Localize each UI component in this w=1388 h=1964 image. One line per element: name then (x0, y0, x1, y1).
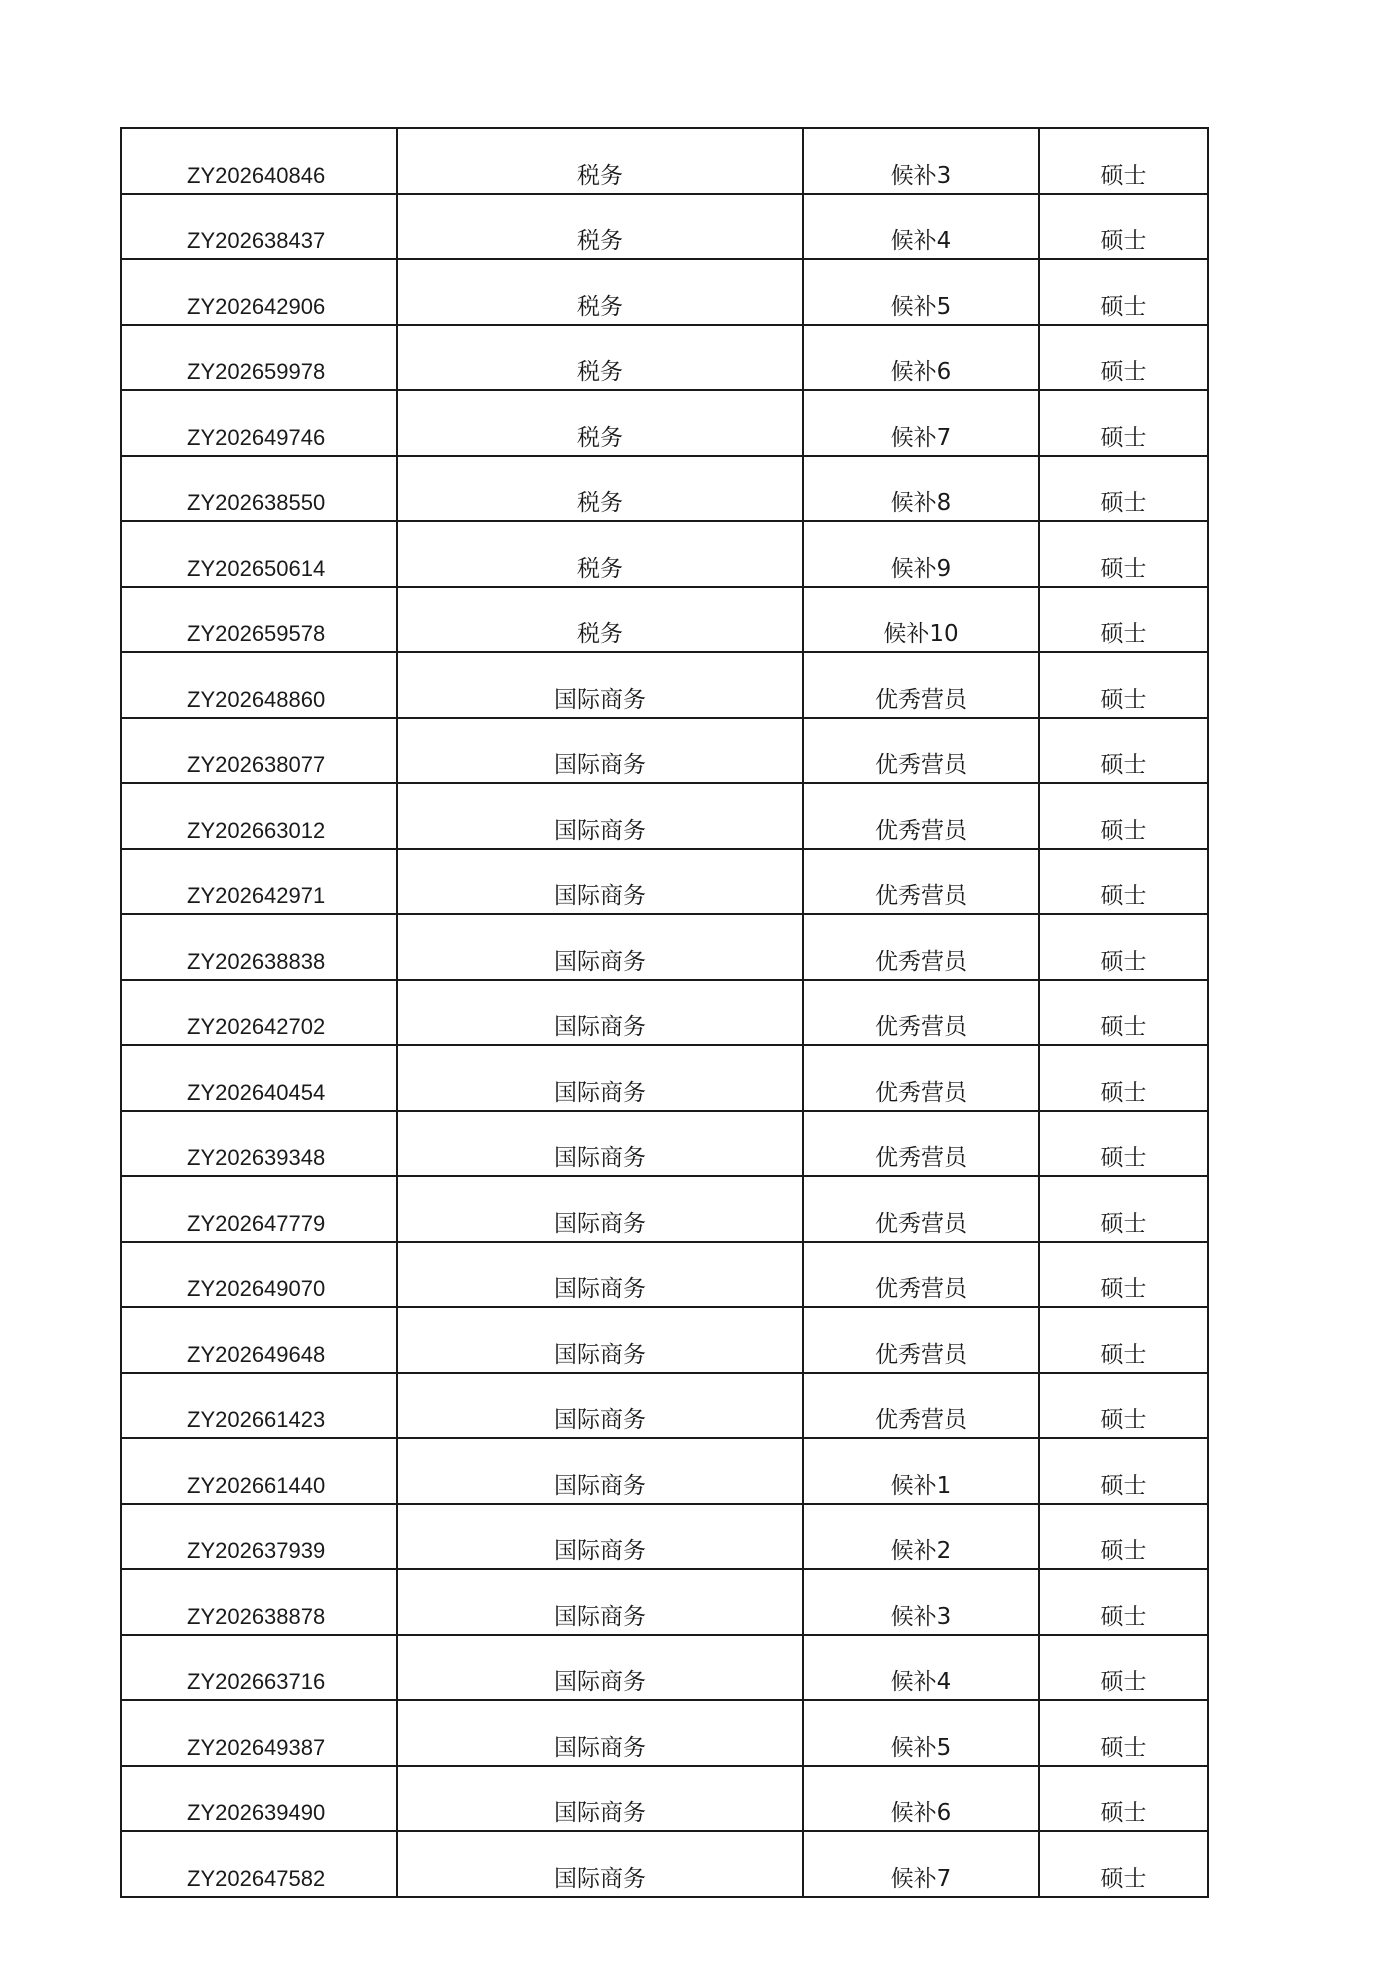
table-row (121, 914, 1208, 980)
major-cell: 税务 (397, 194, 803, 260)
applicant-id-cell: ZY202649648 (121, 1307, 397, 1373)
status-cell: 优秀营员 (803, 718, 1039, 784)
applicant-id-cell: ZY202638878 (121, 1569, 397, 1635)
status-cell: 候补9 (803, 521, 1039, 587)
applicant-id-cell: ZY202647582 (121, 1831, 397, 1897)
applicant-table-body (121, 128, 1208, 1897)
major-cell: 国际商务 (397, 1242, 803, 1308)
applicant-id-cell: ZY202637939 (121, 1504, 397, 1570)
major-cell: 国际商务 (397, 1831, 803, 1897)
table-row (121, 390, 1208, 456)
applicant-id-cell: ZY202638838 (121, 914, 397, 980)
status-cell: 候补4 (803, 194, 1039, 260)
table-row (121, 521, 1208, 587)
status-cell: 优秀营员 (803, 1176, 1039, 1242)
applicant-id-cell: ZY202638550 (121, 456, 397, 522)
degree-cell: 硕士 (1039, 1700, 1208, 1766)
degree-cell: 硕士 (1039, 718, 1208, 784)
table-row (121, 783, 1208, 849)
status-cell: 候补1 (803, 1438, 1039, 1504)
applicant-id-cell: ZY202648860 (121, 652, 397, 718)
status-cell: 优秀营员 (803, 849, 1039, 915)
major-cell: 国际商务 (397, 1307, 803, 1373)
table-row (121, 718, 1208, 784)
status-cell: 候补3 (803, 1569, 1039, 1635)
status-cell: 候补8 (803, 456, 1039, 522)
applicant-id-cell: ZY202639348 (121, 1111, 397, 1177)
major-cell: 税务 (397, 325, 803, 391)
applicant-id-cell: ZY202642971 (121, 849, 397, 915)
table-row (121, 1307, 1208, 1373)
status-cell: 候补7 (803, 390, 1039, 456)
major-cell: 税务 (397, 521, 803, 587)
degree-cell: 硕士 (1039, 1307, 1208, 1373)
major-cell: 国际商务 (397, 1111, 803, 1177)
status-cell: 候补4 (803, 1635, 1039, 1701)
degree-cell: 硕士 (1039, 914, 1208, 980)
applicant-id-cell: ZY202659978 (121, 325, 397, 391)
major-cell: 国际商务 (397, 1569, 803, 1635)
status-cell: 优秀营员 (803, 652, 1039, 718)
status-cell: 优秀营员 (803, 1045, 1039, 1111)
degree-cell: 硕士 (1039, 1176, 1208, 1242)
table-row (121, 1831, 1208, 1897)
major-cell: 税务 (397, 390, 803, 456)
major-cell: 国际商务 (397, 1438, 803, 1504)
status-cell: 候补3 (803, 128, 1039, 194)
major-cell: 国际商务 (397, 980, 803, 1046)
table-row (121, 587, 1208, 653)
table-row (121, 849, 1208, 915)
degree-cell: 硕士 (1039, 390, 1208, 456)
applicant-id-cell: ZY202663012 (121, 783, 397, 849)
major-cell: 国际商务 (397, 1635, 803, 1701)
status-cell: 候补5 (803, 1700, 1039, 1766)
applicant-id-cell: ZY202649387 (121, 1700, 397, 1766)
status-cell: 优秀营员 (803, 1307, 1039, 1373)
table-row (121, 194, 1208, 260)
applicant-id-cell: ZY202659578 (121, 587, 397, 653)
applicant-id-cell: ZY202650614 (121, 521, 397, 587)
status-cell: 优秀营员 (803, 1111, 1039, 1177)
major-cell: 国际商务 (397, 1176, 803, 1242)
table-row (121, 259, 1208, 325)
applicant-id-cell: ZY202638077 (121, 718, 397, 784)
status-cell: 候补6 (803, 325, 1039, 391)
status-cell: 候补10 (803, 587, 1039, 653)
major-cell: 国际商务 (397, 1766, 803, 1832)
table-row (121, 1504, 1208, 1570)
major-cell: 国际商务 (397, 914, 803, 980)
table-row (121, 1242, 1208, 1308)
degree-cell: 硕士 (1039, 456, 1208, 522)
applicant-id-cell: ZY202642906 (121, 259, 397, 325)
table-row (121, 1373, 1208, 1439)
degree-cell: 硕士 (1039, 1045, 1208, 1111)
degree-cell: 硕士 (1039, 521, 1208, 587)
degree-cell: 硕士 (1039, 980, 1208, 1046)
table-row (121, 1700, 1208, 1766)
applicant-id-cell: ZY202661440 (121, 1438, 397, 1504)
applicant-id-cell: ZY202638437 (121, 194, 397, 260)
table-row (121, 1569, 1208, 1635)
status-cell: 优秀营员 (803, 1373, 1039, 1439)
major-cell: 国际商务 (397, 783, 803, 849)
applicant-id-cell: ZY202639490 (121, 1766, 397, 1832)
degree-cell: 硕士 (1039, 783, 1208, 849)
degree-cell: 硕士 (1039, 1569, 1208, 1635)
status-cell: 优秀营员 (803, 1242, 1039, 1308)
major-cell: 税务 (397, 259, 803, 325)
major-cell: 国际商务 (397, 718, 803, 784)
major-cell: 国际商务 (397, 652, 803, 718)
table-row (121, 1045, 1208, 1111)
table-row (121, 325, 1208, 391)
applicant-id-cell: ZY202649746 (121, 390, 397, 456)
status-cell: 候补2 (803, 1504, 1039, 1570)
degree-cell: 硕士 (1039, 1111, 1208, 1177)
major-cell: 国际商务 (397, 849, 803, 915)
table-row (121, 1766, 1208, 1832)
degree-cell: 硕士 (1039, 259, 1208, 325)
degree-cell: 硕士 (1039, 128, 1208, 194)
applicant-id-cell: ZY202663716 (121, 1635, 397, 1701)
degree-cell: 硕士 (1039, 1438, 1208, 1504)
status-cell: 优秀营员 (803, 914, 1039, 980)
applicant-id-cell: ZY202661423 (121, 1373, 397, 1439)
applicant-table (120, 127, 1209, 1898)
table-row (121, 652, 1208, 718)
applicant-id-cell: ZY202647779 (121, 1176, 397, 1242)
major-cell: 国际商务 (397, 1045, 803, 1111)
degree-cell: 硕士 (1039, 325, 1208, 391)
applicant-id-cell: ZY202640454 (121, 1045, 397, 1111)
major-cell: 国际商务 (397, 1700, 803, 1766)
status-cell: 优秀营员 (803, 783, 1039, 849)
major-cell: 税务 (397, 456, 803, 522)
status-cell: 优秀营员 (803, 980, 1039, 1046)
degree-cell: 硕士 (1039, 652, 1208, 718)
degree-cell: 硕士 (1039, 587, 1208, 653)
degree-cell: 硕士 (1039, 849, 1208, 915)
table-row (121, 980, 1208, 1046)
status-cell: 候补6 (803, 1766, 1039, 1832)
major-cell: 国际商务 (397, 1504, 803, 1570)
major-cell: 税务 (397, 128, 803, 194)
table-row (121, 1176, 1208, 1242)
degree-cell: 硕士 (1039, 194, 1208, 260)
degree-cell: 硕士 (1039, 1831, 1208, 1897)
degree-cell: 硕士 (1039, 1242, 1208, 1308)
degree-cell: 硕士 (1039, 1635, 1208, 1701)
table-row (121, 1438, 1208, 1504)
major-cell: 税务 (397, 587, 803, 653)
table-row (121, 1111, 1208, 1177)
table-row (121, 456, 1208, 522)
table-row (121, 1635, 1208, 1701)
applicant-id-cell: ZY202649070 (121, 1242, 397, 1308)
degree-cell: 硕士 (1039, 1766, 1208, 1832)
major-cell: 国际商务 (397, 1373, 803, 1439)
status-cell: 候补5 (803, 259, 1039, 325)
degree-cell: 硕士 (1039, 1373, 1208, 1439)
table-row (121, 128, 1208, 194)
applicant-id-cell: ZY202640846 (121, 128, 397, 194)
degree-cell: 硕士 (1039, 1504, 1208, 1570)
applicant-id-cell: ZY202642702 (121, 980, 397, 1046)
status-cell: 候补7 (803, 1831, 1039, 1897)
